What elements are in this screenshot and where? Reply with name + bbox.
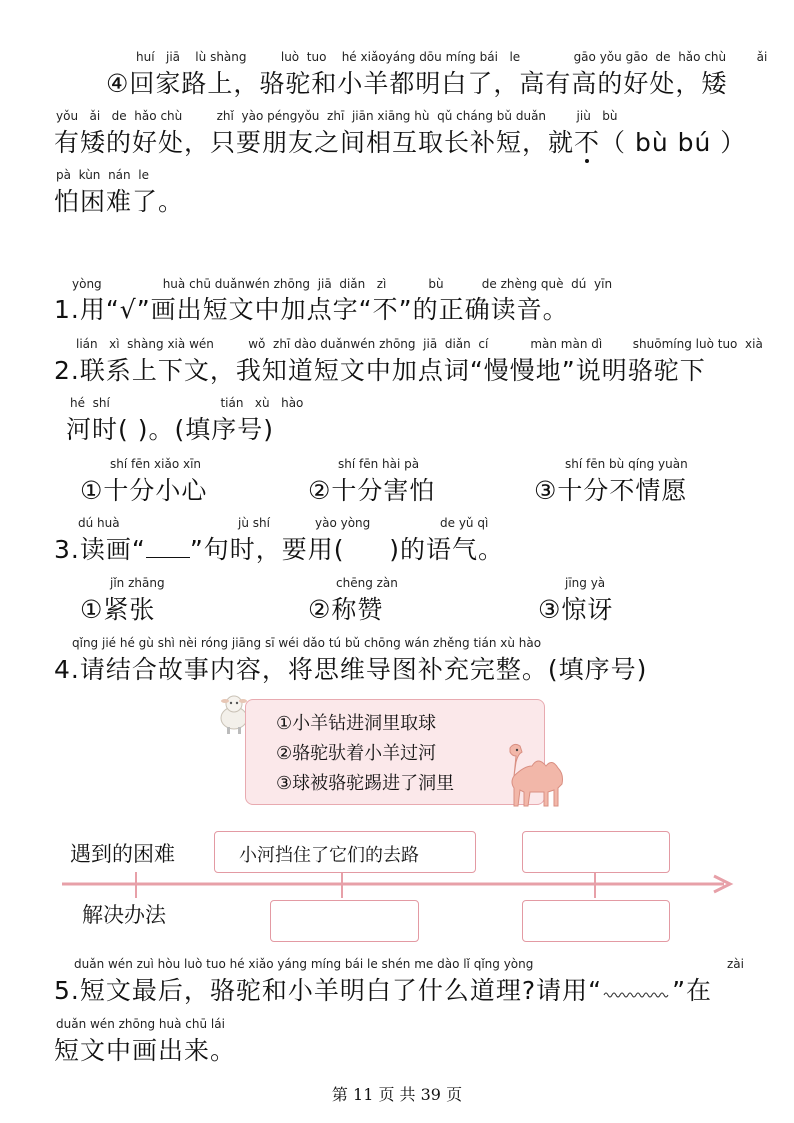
pinyin-row: yòng huà chū duǎnwén zhōng jiā diǎn zì bù de zhèng què dú yīn <box>72 277 613 291</box>
option-3-pinyin: shí fēn bù qíng yuàn <box>565 457 688 471</box>
mindmap-label-solution: 解决办法 <box>82 903 166 927</box>
difficulty-box-text: 小河挡住了它们的去路 <box>239 845 419 866</box>
difficulty-box-1 <box>214 831 476 873</box>
question-text: 短文中画出来。 <box>54 1036 237 1065</box>
pinyin-row: dú huà <box>78 516 120 530</box>
passage-text: 怕困难了。 <box>54 187 185 216</box>
option-2[interactable]: ②十分害怕 <box>308 476 436 505</box>
mindmap-label-difficulty: 遇到的困难 <box>70 842 175 866</box>
solution-box-1[interactable] <box>270 900 419 942</box>
reading-choice[interactable]: （ bù bú ） <box>600 128 747 157</box>
legend-item-1: ①小羊钻进洞里取球 <box>276 713 437 734</box>
pinyin-row: yào yòng <box>315 516 371 530</box>
option-2[interactable]: ②称赞 <box>308 595 384 624</box>
pinyin-row: lián xì shàng xià wén wǒ zhī dào duǎnwén zhōng jiā diǎn cí màn màn dì shuōmíng luò tuo xià <box>76 337 763 351</box>
pinyin-row: qǐng jié hé gù shì nèi róng jiāng sī wéi dǎo tú bǔ chōng wán zhěng tián xù hào <box>72 636 542 650</box>
legend-item-3: ③球被骆驼踢进了洞里 <box>276 773 455 794</box>
option-3-pinyin: jīng yà <box>565 576 606 590</box>
legend-item-2: ②骆驼驮着小羊过河 <box>276 743 437 764</box>
difficulty-box-2[interactable] <box>522 831 670 873</box>
solution-box-2[interactable] <box>522 900 670 942</box>
pinyin-row: zài <box>727 957 744 971</box>
pinyin-row: duǎn wén zuì hòu luò tuo hé xiǎo yáng míng bái le shén me dào lǐ qǐng yòng <box>74 957 534 971</box>
pinyin-row: huí jiā lù shàng luò tuo hé xiǎoyáng dōu míng bái le gāo yǒu gāo de hǎo chù ǎi <box>136 50 768 64</box>
pinyin-row: hé shí tián xù hào <box>70 396 304 410</box>
question-text: 5.短文最后，骆驼和小羊明白了什么道理?请用“ ”在 <box>54 976 713 1005</box>
pinyin-row: pà kùn nán le <box>56 168 149 182</box>
option-1-pinyin: jǐn zhāng <box>110 576 165 590</box>
question-text: 2.联系上下文，我知道短文中加点词“慢慢地”说明骆驼下 <box>54 356 706 385</box>
wavy-line-marker <box>602 985 672 999</box>
dotted-char: 不 <box>574 128 601 157</box>
option-2-pinyin: shí fēn hài pà <box>338 457 420 471</box>
question-text: 河时( )。(填序号) <box>66 415 274 444</box>
option-1[interactable]: ①紧张 <box>80 595 156 624</box>
page-footer: 第 11 页 共 39 页 <box>331 1085 463 1104</box>
question-text: 4.请结合故事内容，将思维导图补充完整。(填序号) <box>54 655 648 684</box>
option-1-pinyin: shí fēn xiǎo xīn <box>110 457 202 471</box>
blank-line-marker <box>146 537 190 558</box>
camel-icon <box>500 734 580 808</box>
option-3[interactable]: ③惊讶 <box>538 595 614 624</box>
timeline-arrow <box>60 870 735 900</box>
passage-text: ④回家路上，骆驼和小羊都明白了，高有高的好处，矮 <box>106 69 728 98</box>
option-3[interactable]: ③十分不情愿 <box>534 476 688 505</box>
pinyin-row: duǎn wén zhōng huà chū lái <box>56 1017 225 1031</box>
question-text: 1.用“√”画出短文中加点字“不”的正确读音。 <box>54 295 569 324</box>
pinyin-row: de yǔ qì <box>440 516 489 530</box>
option-2-pinyin: chēng zàn <box>336 576 398 590</box>
pinyin-row: yǒu ǎi de hǎo chù zhǐ yào péngyǒu zhī jiān xiāng hù qǔ cháng bǔ duǎn jiù bù <box>56 109 618 123</box>
pinyin-row: jù shí <box>238 516 270 530</box>
option-1[interactable]: ①十分小心 <box>80 476 208 505</box>
question-text: 3.读画“ ”句时，要用( )的语气。 <box>54 535 505 564</box>
passage-text: 有矮的好处，只要朋友之间相互取长补短，就不（ bù bú ） <box>54 128 747 157</box>
